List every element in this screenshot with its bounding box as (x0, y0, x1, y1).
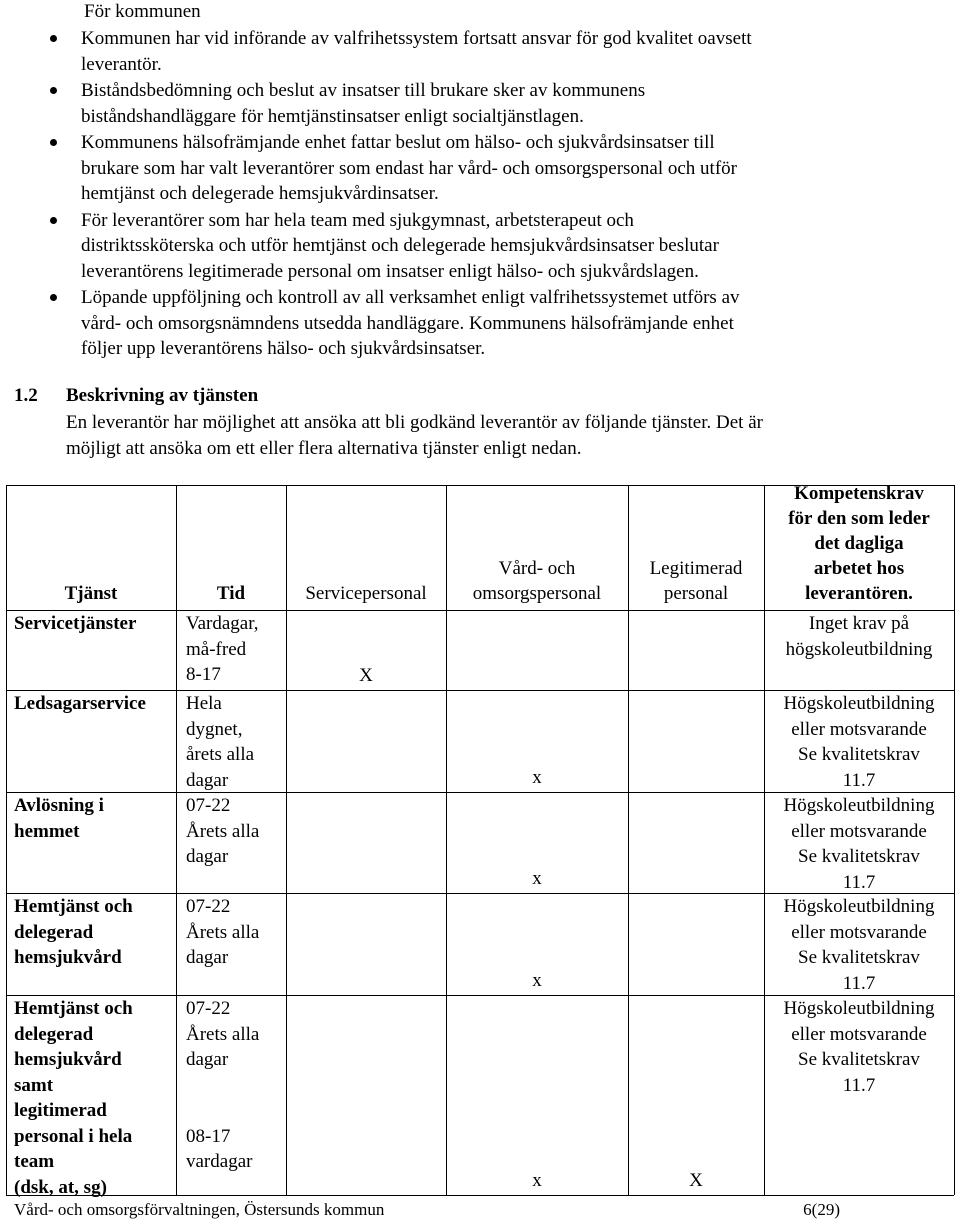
cell-tid-line: dagar (186, 1049, 229, 1070)
table-border (954, 485, 955, 1195)
cell-tid-line: dagar (186, 947, 229, 968)
mark-legitimerad: X (689, 1169, 703, 1191)
header-kompetens-line: för den som leder (788, 508, 930, 529)
cell-tjanst-line: delegerad (14, 1023, 94, 1045)
intro-paragraph (66, 410, 946, 461)
cell-kompetens-line: Se kvalitetskrav (798, 1049, 920, 1070)
cell-tid-line: 8-17 (186, 664, 221, 685)
bullet-line: Kommunens hälsofrämjande enhet fattar beslut om hälso- och sjukvårdsinsatser till (81, 132, 715, 153)
mark-vard: x (532, 766, 542, 788)
cell-tid-line: dagar (186, 846, 229, 867)
cell-tjanst (14, 894, 176, 971)
mark-vard: x (532, 969, 542, 991)
bullet-line: distriktssköterska och utför hemtjänst och delegerade hemsjukvårdsinsatser beslutar (81, 235, 719, 256)
header-servicepersonal-line: Servicepersonal (305, 583, 427, 604)
cell-kompetens-line: 11.7 (842, 1074, 876, 1096)
cell-tid-line: Vardagar, (186, 613, 259, 634)
cell-tjanst (14, 793, 176, 844)
header-kompetens (764, 481, 954, 606)
header-legitimerad (628, 556, 764, 606)
cell-kompetens-line: 11.7 (842, 769, 876, 791)
mark-servicepersonal: X (359, 664, 373, 686)
footer-text: Vård- och omsorgsförvaltningen, Östersunds kommun (14, 1200, 385, 1219)
bullet-dot-icon (50, 35, 57, 42)
bullet-line: Kommunen har vid införande av valfrihetssystem fortsatt ansvar för god kvalitet oavsett (81, 28, 752, 49)
header-tid (176, 581, 286, 606)
cell-tjanst-line: hemsjukvård (14, 947, 122, 968)
cell-kompetens-line: Högskoleutbildning (783, 693, 935, 714)
header-kompetens-line: leverantören. (805, 583, 913, 604)
cell-kompetens-line: Högskoleutbildning (783, 795, 935, 816)
mark-vard: x (532, 867, 542, 889)
cell-tid-line: 08-17 (186, 1125, 231, 1147)
bullet-line: Löpande uppföljning och kontroll av all verksamhet enligt valfrihetssystemet utförs av (81, 287, 740, 308)
cell-tid-line: vardagar (186, 1151, 253, 1172)
header-legitimerad-line: Legitimerad (649, 558, 743, 579)
cell-tjanst-line: Servicetjänster (14, 613, 137, 634)
bullet-dot-icon (50, 139, 57, 146)
heading-title: Beskrivning av tjänsten (66, 385, 259, 406)
cell-tjanst-line: hemmet (14, 820, 80, 842)
cell-tjanst-line: Hemtjänst och (14, 896, 133, 917)
bullet-line: Biståndsbedömning och beslut av insatser till brukare sker av kommunens (81, 80, 646, 101)
cell-tid-line: Årets alla (186, 820, 260, 842)
cell-tjanst-line: legitimerad (14, 1100, 107, 1121)
cell-kompetens-line: Inget krav på (808, 613, 910, 634)
header-legitimerad-line: personal (663, 583, 729, 604)
services-table (0, 483, 960, 1198)
cell-tid-line (186, 1073, 286, 1099)
cell-kompetens (764, 691, 954, 793)
cell-kompetens (764, 996, 954, 1098)
cell-kompetens (764, 894, 954, 996)
cell-tjanst (14, 611, 176, 637)
cell-tid-line (186, 1098, 286, 1124)
header-vard (446, 556, 628, 606)
bullet-dot-icon (50, 294, 57, 301)
cell-tid-line: Hela (186, 693, 222, 714)
bullet-item (0, 208, 900, 285)
cell-tjanst (14, 691, 176, 717)
cell-kompetens-line: Högskoleutbildning (783, 896, 935, 917)
page-number: 6(29) (803, 1200, 840, 1219)
cell-kompetens-line: eller motsvarande (791, 820, 927, 842)
bullet-item (0, 285, 900, 362)
cell-kompetens-line: Se kvalitetskrav (798, 846, 920, 867)
bullet-item (0, 26, 900, 77)
cell-tid-line: må-fred (186, 638, 247, 660)
cell-kompetens-line: Se kvalitetskrav (798, 947, 920, 968)
bullet-line: För leverantörer som har hela team med sjukgymnast, arbetsterapeut och (81, 209, 634, 231)
heading-number: 1.2 (14, 385, 38, 406)
cell-tid-line: dagar (186, 769, 229, 791)
header-vard-line: Vård- och (498, 558, 576, 579)
cell-tid (186, 894, 286, 971)
cell-kompetens-line: eller motsvarande (791, 718, 927, 740)
bullet-line: biståndshandläggare för hemtjänstinsatser enligt socialtjänstlagen. (81, 105, 584, 127)
bullet-line: vård- och omsorgsnämndens utsedda handläggare. Kommunens hälsofrämjande enhet (81, 312, 734, 334)
cell-tjanst-line: personal i hela (14, 1125, 133, 1147)
section-heading (14, 384, 258, 408)
cell-tjanst-line: Hemtjänst och (14, 998, 133, 1019)
header-servicepersonal (286, 581, 446, 606)
header-tjanst (6, 581, 176, 606)
cell-kompetens-line: 11.7 (842, 972, 876, 994)
header-vard-line: omsorgspersonal (472, 583, 602, 604)
intro-line: möjligt att ansöka om ett eller flera alternativa tjänster enligt nedan. (66, 437, 582, 459)
cell-tid-line: 07-22 (186, 896, 231, 917)
cell-kompetens (764, 611, 954, 662)
header-tjanst-line: Tjänst (64, 583, 118, 604)
bullet-list (0, 26, 900, 363)
cell-kompetens (764, 793, 954, 895)
cell-kompetens-line: 11.7 (842, 871, 876, 893)
bullet-line: följer upp leverantörens hälso- och sjukvårdsinsatser. (81, 338, 486, 359)
cell-tid (186, 793, 286, 870)
cell-tjanst (14, 996, 176, 1200)
section-label: För kommunen (84, 1, 201, 22)
cell-tjanst-line: samt (14, 1074, 54, 1096)
cell-tid (186, 691, 286, 793)
bullet-line: leverantörens legitimerade personal om insatser enligt hälso- och sjukvårdslagen. (81, 260, 699, 282)
bullet-line: hemtjänst och delegerade hemsjukvårdinsatser. (81, 183, 439, 204)
cell-tid (186, 611, 286, 688)
cell-tid-line: Årets alla (186, 921, 260, 943)
cell-tid-line: Årets alla (186, 1023, 260, 1045)
bullet-dot-icon (50, 87, 57, 94)
header-kompetens-line: det dagliga (814, 533, 904, 554)
cell-kompetens-line: Se kvalitetskrav (798, 744, 920, 765)
cell-tjanst-line: Avlösning i (14, 795, 104, 816)
cell-tjanst-line: hemsjukvård (14, 1049, 122, 1070)
bullet-item (0, 130, 900, 207)
bullet-item (0, 78, 900, 129)
header-kompetens-line: arbetet hos (813, 558, 905, 579)
cell-tid (186, 996, 286, 1175)
page-footer (14, 1198, 954, 1222)
cell-tjanst-line: delegerad (14, 921, 94, 943)
cell-kompetens-line: högskoleutbildning (785, 638, 933, 660)
header-kompetens-line: Kompetenskrav (794, 483, 924, 504)
header-tid-line: Tid (216, 583, 246, 604)
cell-kompetens-line: Högskoleutbildning (783, 998, 935, 1019)
bullet-line: brukare som har valt leverantörer som endast har vård- och omsorgspersonal och utför (81, 157, 737, 179)
cell-tid-line: 07-22 (186, 998, 231, 1019)
cell-tid-line: dygnet, (186, 718, 243, 740)
cell-tjanst-line: Ledsagarservice (14, 693, 146, 714)
cell-kompetens-line: eller motsvarande (791, 921, 927, 943)
cell-tid-line: 07-22 (186, 795, 231, 816)
bullet-line: leverantör. (81, 53, 162, 75)
cell-tjanst-line: team (14, 1151, 55, 1172)
cell-tjanst-line: (dsk, at, sg) (14, 1176, 107, 1198)
intro-line: En leverantör har möjlighet att ansöka att bli godkänd leverantör av följande tjänster. Det är (66, 412, 763, 433)
bullet-dot-icon (50, 217, 57, 224)
mark-vard: x (532, 1169, 542, 1191)
cell-tid-line: årets alla (186, 744, 255, 765)
cell-kompetens-line: eller motsvarande (791, 1023, 927, 1045)
